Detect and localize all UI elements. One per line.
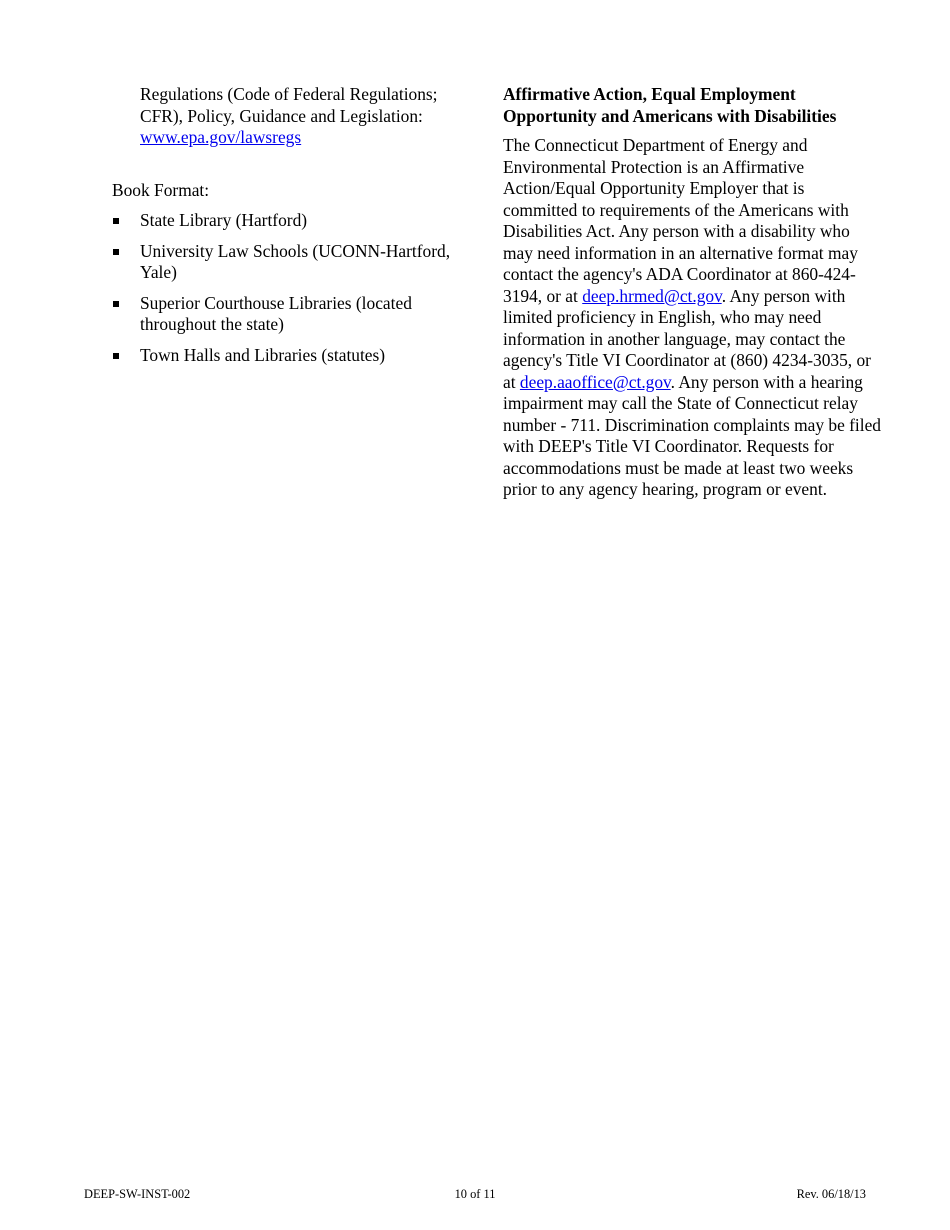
list-item-text: State Library (Hartford) xyxy=(140,210,308,230)
aa-office-email-link[interactable]: deep.aaoffice@ct.gov xyxy=(519,371,671,392)
footer-revision: Rev. 06/18/13 xyxy=(796,1187,866,1201)
list-item xyxy=(112,345,482,367)
right-column xyxy=(503,84,883,501)
affirmative-action-paragraph xyxy=(503,135,883,501)
square-bullet-icon xyxy=(113,249,119,255)
list-item xyxy=(112,210,482,232)
paragraph-text-2: . Any person with limited proficiency in English, who may need information in another language, may contact the agency's Title VI Coordinator at (860) 4234-3035, or at xyxy=(503,285,871,392)
footer-doc-id: DEEP-SW-INST-002 xyxy=(84,1187,191,1201)
paragraph-text-3: . Any person with a hearing impairment may call the State of Connecticut relay number - 711. Discrimination complaints may be filed with DEEP's Title VI Coordinator. Requests for accommodations must be made at least two weeks prior to any agency hearing, program or event. xyxy=(503,371,881,499)
list-item-text: University Law Schools (UCONN-Hartford, Yale) xyxy=(140,240,451,282)
square-bullet-icon xyxy=(113,218,119,224)
list-item xyxy=(112,293,482,336)
regulations-block xyxy=(112,84,482,149)
paragraph-text-1: The Connecticut Department of Energy and Environmental Protection is an Affirmative Action/Equal Opportunity Employer that is committed to requirements of the Americans with Disabilities Act. Any person with a disability who may need information in an alternative format may contact the agency's ADA Coordinator at 860-424-3194, or at xyxy=(503,135,858,306)
regulations-text: Regulations (Code of Federal Regulations; CFR), Policy, Guidance and Legislation: xyxy=(140,84,438,126)
section-heading: Affirmative Action, Equal Employment Opportunity and Americans with Disabilities xyxy=(503,84,837,126)
square-bullet-icon xyxy=(113,301,119,307)
list-item xyxy=(112,241,482,284)
list-item-text: Superior Courthouse Libraries (located throughout the state) xyxy=(140,292,412,334)
hr-email-link[interactable]: deep.hrmed@ct.gov xyxy=(582,285,722,306)
list-item-text: Town Halls and Libraries (statutes) xyxy=(140,344,386,365)
footer-page-number: 10 of 11 xyxy=(454,1187,496,1201)
epa-laws-link[interactable]: www.epa.gov/lawsregs xyxy=(140,127,302,147)
square-bullet-icon xyxy=(113,353,119,359)
book-format-label: Book Format: xyxy=(112,179,210,200)
book-format-list xyxy=(112,210,482,366)
left-column xyxy=(112,84,482,375)
